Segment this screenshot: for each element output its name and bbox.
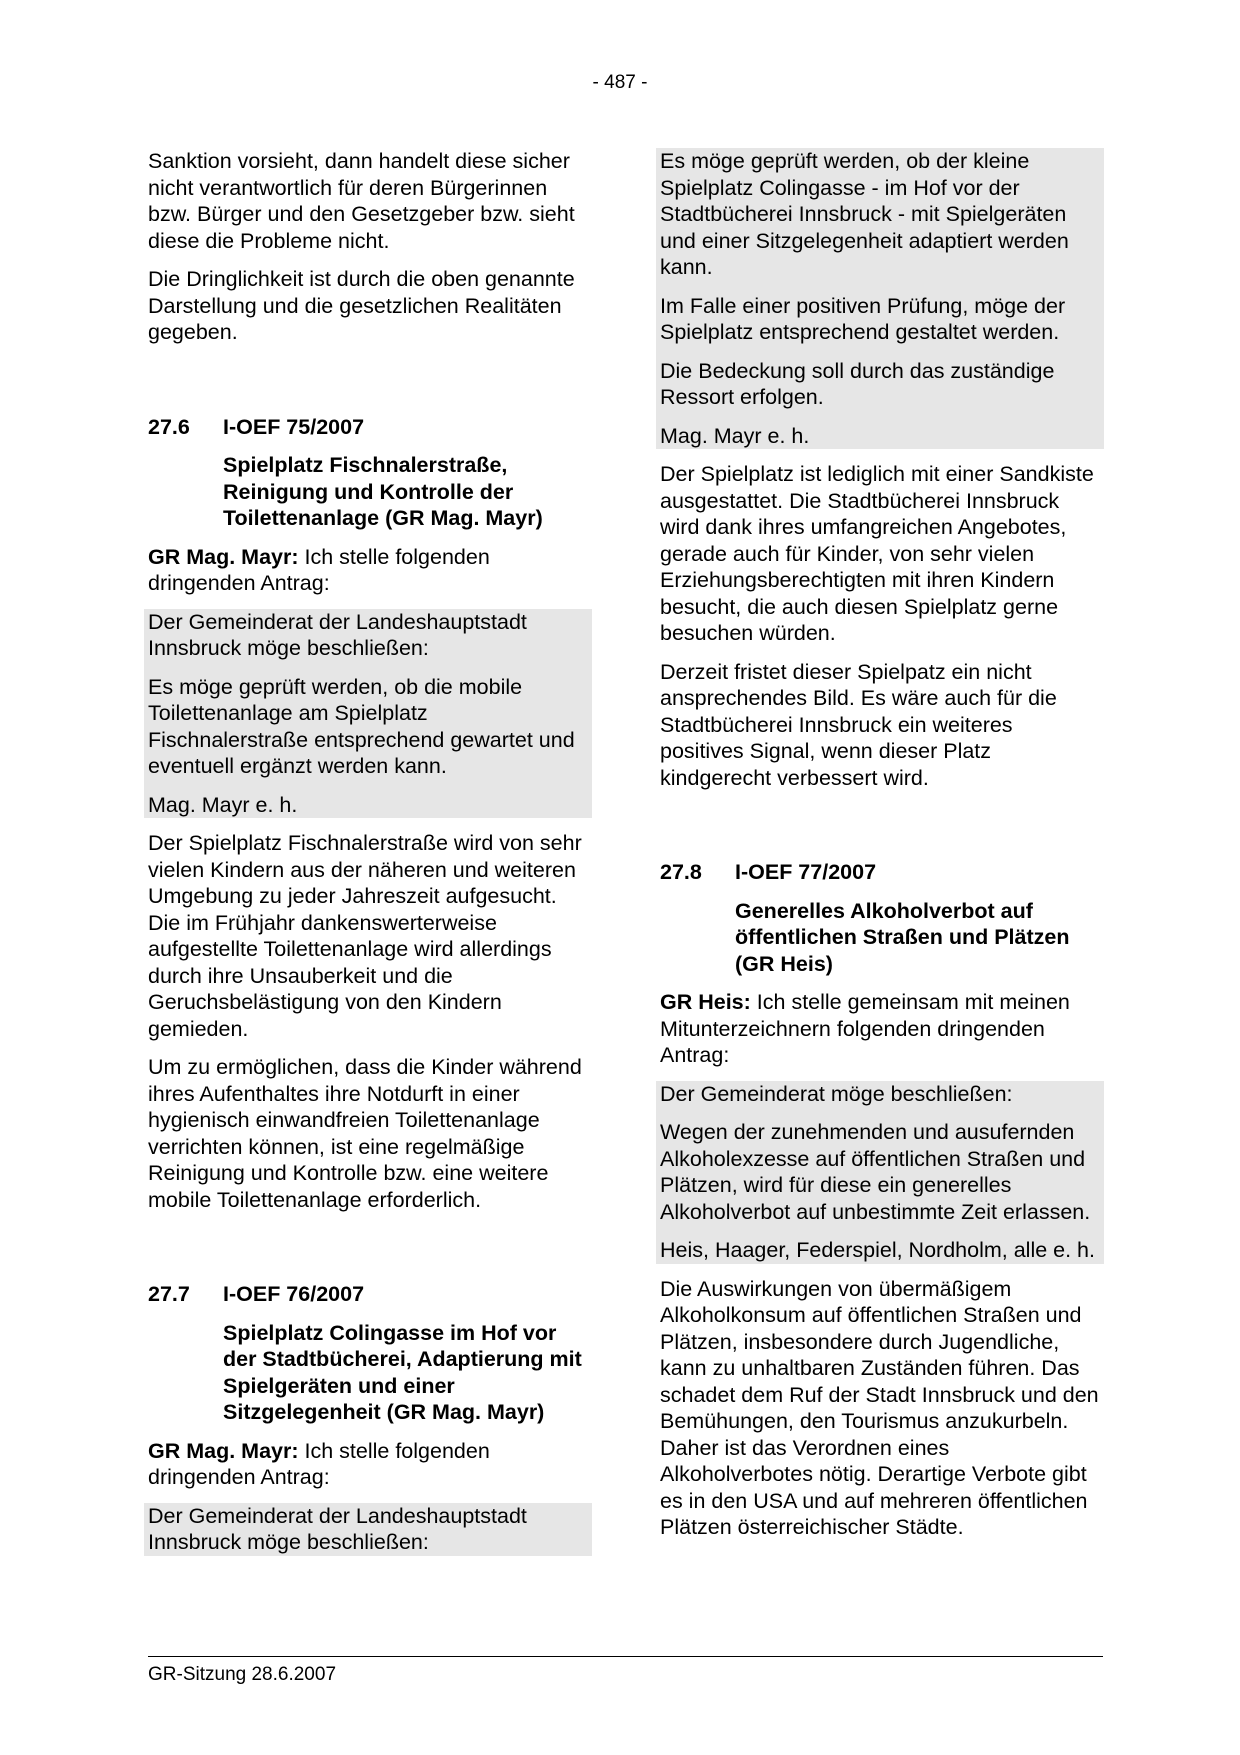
motion-text: Im Falle einer positiven Prüfung, möge der Spielplatz entsprechend gestaltet werden.: [660, 293, 1066, 344]
paragraph: Sanktion vorsieht, dann handelt diese sicher nicht verantwortlich für deren Bürgerinnen bzw. Bürger und den Gesetzgeber bzw. sieht diese die Probleme nicht.: [148, 149, 575, 253]
motion-box: [144, 609, 592, 819]
section-number: 27.7: [148, 1282, 190, 1306]
section-title: Spielplatz Colingasse im Hof vor der Stadtbücherei, Adaptierung mit Spielgeräten und einer Sitzgelegenheit (GR Mag. Mayr): [223, 1320, 582, 1424]
motion-box: [144, 1503, 592, 1556]
paragraph: Die Auswirkungen von übermäßigem Alkoholkonsum auf öffentlichen Straßen und Plätzen, insbesondere durch Jugendliche, kann zu unhaltbaren Zuständen führen. Das schadet dem Ruf der Stadt Innsbruck und den Bemühungen, den Tourismus anzukurbeln. Daher ist das Verordnen eines Alkoholverbotes nötig. Derartige Verbote gibt es in den USA und auf mehreren öffentlichen Plätzen österreichischer Städte.: [660, 1276, 1099, 1539]
motion-intro: [148, 1438, 588, 1491]
section-number: 27.8: [660, 860, 702, 884]
speaker-name: GR Heis:: [660, 990, 751, 1014]
motion-text: Wegen der zunehmenden und ausufernden Alkoholexzesse auf öffentlichen Straßen und Plätzen, wird für diese ein generelles Alkoholverbot auf unbestimmte Zeit erlassen.: [660, 1120, 1091, 1224]
motion-intro-text: Ich stelle folgenden dringenden Antrag:: [148, 1438, 490, 1489]
motion-intro-text: Ich stelle folgenden dringenden Antrag:: [148, 544, 490, 595]
motion-text: Es möge geprüft werden, ob der kleine Spielplatz Colingasse - im Hof vor der Stadtbücherei Innsbruck - mit Spielgeräten und einer Sitzgelegenheit adaptiert werden kann.: [660, 149, 1069, 279]
section-heading: [148, 414, 588, 441]
motion-text: Der Gemeinderat der Landeshauptstadt Innsbruck möge beschließen:: [148, 609, 527, 660]
speaker-name: GR Mag. Mayr:: [148, 1438, 299, 1463]
speaker-name: GR Mag. Mayr:: [148, 544, 299, 569]
section-title: Generelles Alkoholverbot auf öffentlichen Straßen und Plätzen (GR Heis): [735, 898, 1070, 976]
section-code: I-OEF 77/2007: [735, 860, 877, 884]
section-title: Spielplatz Fischnalerstraße, Reinigung und Kontrolle der Toilettenanlage (GR Mag. Mayr): [223, 453, 543, 530]
section-code: I-OEF 75/2007: [223, 414, 365, 439]
motion-box: [656, 1081, 1104, 1264]
paragraph: Die Dringlichkeit ist durch die oben genannte Darstellung und die gesetzlichen Realitäten gegeben.: [148, 267, 575, 344]
motion-text: Der Gemeinderat möge beschließen:: [660, 1081, 1013, 1106]
section-heading: [660, 859, 1100, 886]
right-column: [660, 148, 1100, 1553]
motion-text: Die Bedeckung soll durch das zuständige Ressort erfolgen.: [660, 358, 1055, 409]
motion-text: Es möge geprüft werden, ob die mobile Toilettenanlage am Spielplatz Fischnalerstraße entsprechend gewartet und eventuell ergänzt werden kann.: [148, 674, 575, 778]
paragraph: Derzeit fristet dieser Spielpatz ein nicht ansprechendes Bild. Es wäre auch für die Stadtbücherei Innsbruck ein weiteres positives Signal, wenn dieser Platz kindgerecht verbessert wird.: [660, 659, 1057, 790]
motion-signature: Mag. Mayr e. h.: [660, 423, 810, 448]
motion-box: [656, 148, 1104, 449]
paragraph: Um zu ermöglichen, dass die Kinder während ihres Aufenthaltes ihre Notdurft in einer hygienisch einwandfreien Toilettenanlage verrichten können, ist eine regelmäßige Reinigung und Kontrolle bzw. eine weitere mobile Toilettenanlage erforderlich.: [148, 1055, 582, 1212]
page-number: - 487 -: [592, 72, 648, 93]
section-heading: [148, 1281, 588, 1308]
paragraph: Der Spielplatz ist lediglich mit einer Sandkiste ausgestattet. Die Stadtbücherei Innsbruck wird dank ihres umfangreichen Angebotes, gerade auch für Kinder, von sehr vielen Erziehungsberechtigten mit ihren Kindern besucht, die auch diesen Spielplatz gerne besuchen würden.: [660, 462, 1094, 645]
motion-intro-text: Ich stelle gemeinsam mit meinen Mitunterzeichnern folgenden dringenden Antrag:: [660, 990, 1070, 1067]
motion-intro: [148, 544, 588, 597]
footer-divider: [148, 1656, 1103, 1657]
motion-signature: Heis, Haager, Federspiel, Nordholm, alle e. h.: [660, 1238, 1095, 1262]
footer-text: GR-Sitzung 28.6.2007: [148, 1664, 337, 1685]
section-code: I-OEF 76/2007: [223, 1282, 365, 1306]
motion-text: Der Gemeinderat der Landeshauptstadt Innsbruck möge beschließen:: [148, 1503, 527, 1554]
motion-signature: Mag. Mayr e. h.: [148, 792, 298, 817]
section-number: 27.6: [148, 414, 190, 439]
paragraph: Der Spielplatz Fischnalerstraße wird von sehr vielen Kindern aus der näheren und weiteren Umgebung zu jeder Jahreszeit aufgesucht. Die im Frühjahr dankenswerterweise aufgestellte Toilettenanlage wird allerdings durch ihre Unsauberkeit und die Geruchsbelästigung von den Kindern gemieden.: [148, 831, 582, 1041]
left-column: [148, 148, 588, 1556]
motion-intro: [660, 989, 1100, 1069]
